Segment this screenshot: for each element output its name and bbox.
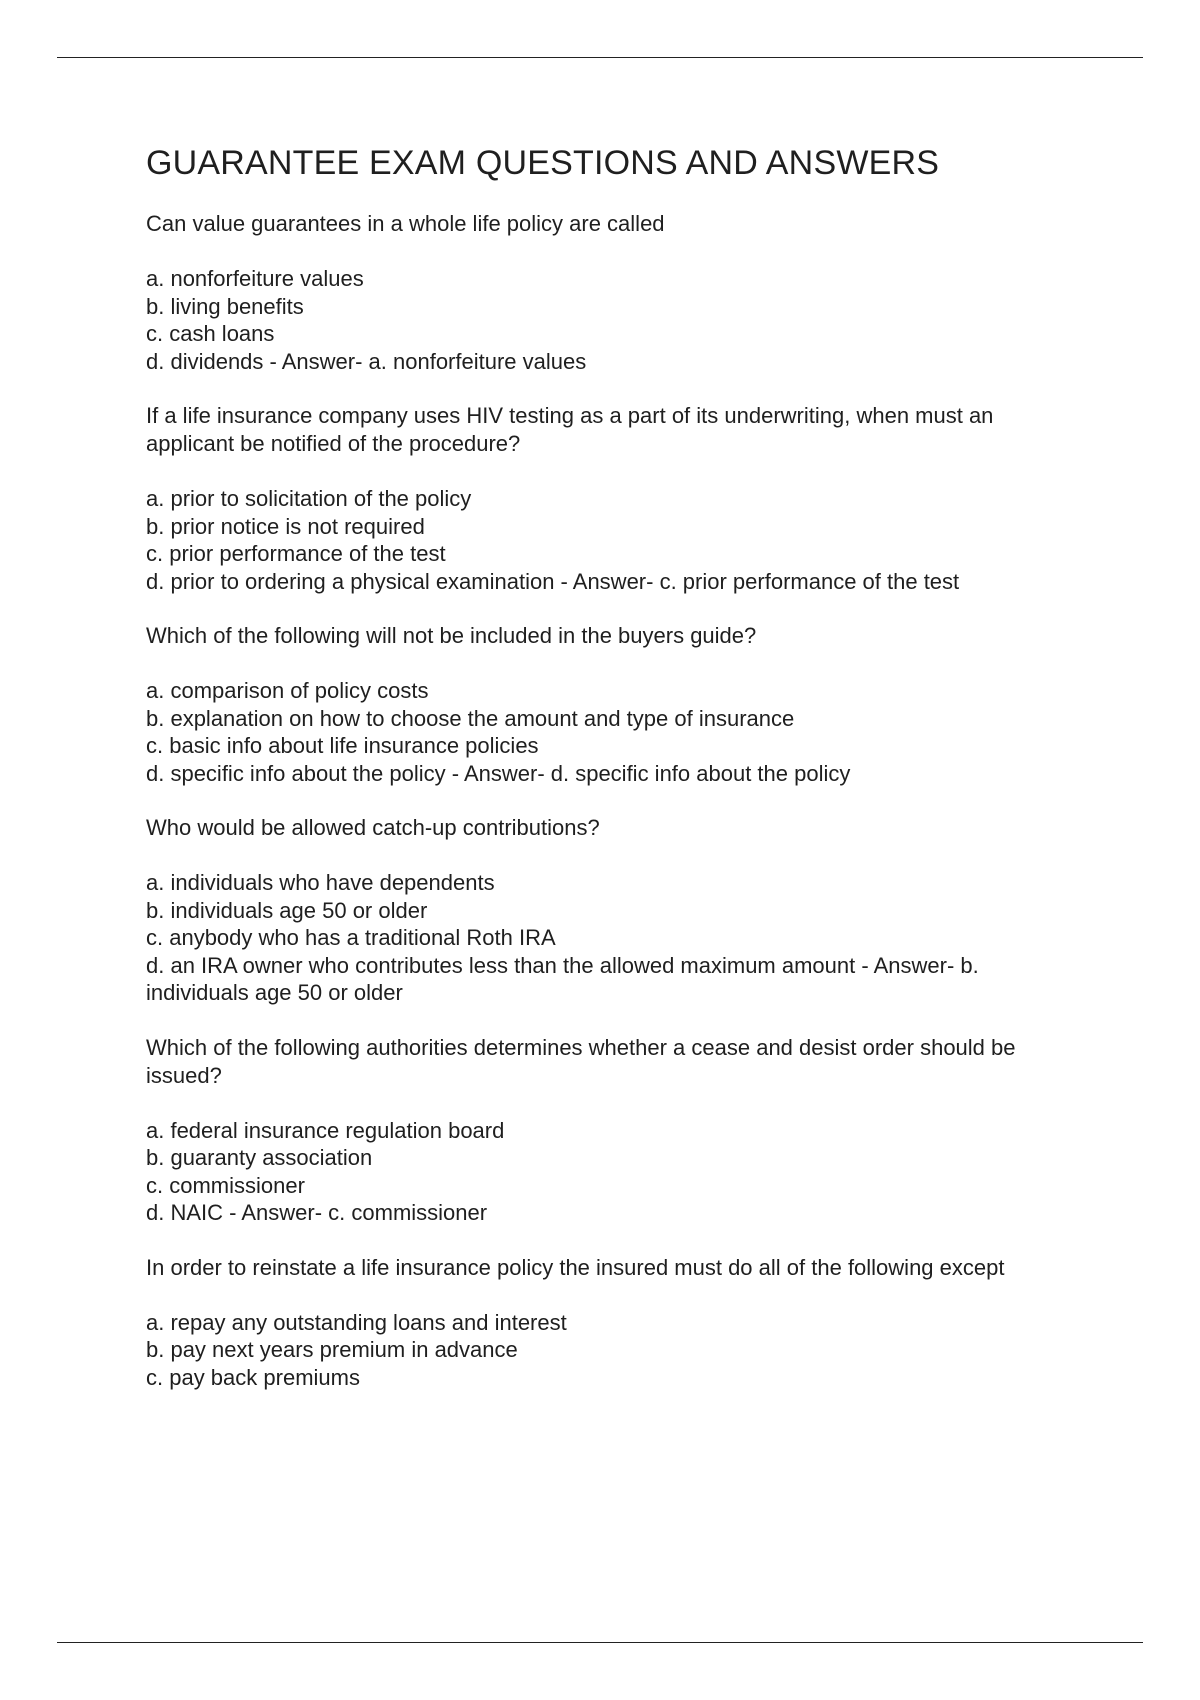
answer-option: a. nonforfeiture values: [146, 266, 364, 291]
answer-option: b. individuals age 50 or older: [146, 897, 428, 923]
answer-option: a. prior to solicitation of the policy: [146, 486, 472, 511]
question-text: If a life insurance company uses HIV testing as a part of its underwriting, when must an applicant be notified of the procedure?: [146, 403, 994, 456]
answer-option: b. guaranty association: [146, 1145, 373, 1170]
question-text: Which of the following authorities determines whether a cease and desist order should be issued?: [146, 1034, 1016, 1088]
answer-option: d. an IRA owner who contributes less than the allowed maximum amount - Answer- b. individuals age 50 or older: [146, 952, 979, 1005]
top-divider: [57, 57, 1143, 58]
question-block-4: [146, 814, 1086, 1007]
document-title: GUARANTEE EXAM QUESTIONS AND ANSWERS: [146, 144, 940, 182]
answer-option: d. dividends - Answer- a. nonforfeiture values: [146, 348, 587, 374]
document-body: [146, 143, 1086, 1418]
answer-option: c. pay back premiums: [146, 1364, 360, 1390]
answer-option: b. explanation on how to choose the amount and type of insurance: [146, 705, 795, 731]
answer-option: c. prior performance of the test: [146, 541, 446, 566]
answer-option: a. federal insurance regulation board: [146, 1117, 505, 1143]
answer-option: a. repay any outstanding loans and interest: [146, 1309, 567, 1335]
answer-option: a. comparison of policy costs: [146, 678, 429, 703]
answer-option: c. anybody who has a traditional Roth IRA: [146, 925, 556, 950]
answer-option: d. specific info about the policy - Answer- d. specific info about the policy: [146, 760, 851, 786]
answer-option: b. prior notice is not required: [146, 513, 425, 539]
question-text: Can value guarantees in a whole life policy are called: [146, 211, 665, 236]
question-block-6: [146, 1254, 1086, 1392]
answer-option: b. living benefits: [146, 293, 304, 319]
answer-option: b. pay next years premium in advance: [146, 1337, 518, 1362]
bottom-divider: [57, 1642, 1143, 1643]
question-block-3: [146, 622, 1086, 787]
question-text: Which of the following will not be included in the buyers guide?: [146, 623, 757, 648]
question-block-2: [146, 402, 1086, 595]
answer-option: a. individuals who have dependents: [146, 870, 495, 895]
answer-option: c. cash loans: [146, 321, 275, 346]
answer-option: d. prior to ordering a physical examination - Answer- c. prior performance of the test: [146, 568, 960, 594]
answer-option: d. NAIC - Answer- c. commissioner: [146, 1200, 488, 1225]
answer-option: c. basic info about life insurance policies: [146, 733, 539, 758]
question-text: Who would be allowed catch-up contributions?: [146, 815, 600, 840]
question-text: In order to reinstate a life insurance policy the insured must do all of the following except: [146, 1254, 1005, 1280]
question-block-5: [146, 1034, 1086, 1227]
question-block-1: [146, 210, 1086, 375]
answer-option: c. commissioner: [146, 1172, 305, 1198]
